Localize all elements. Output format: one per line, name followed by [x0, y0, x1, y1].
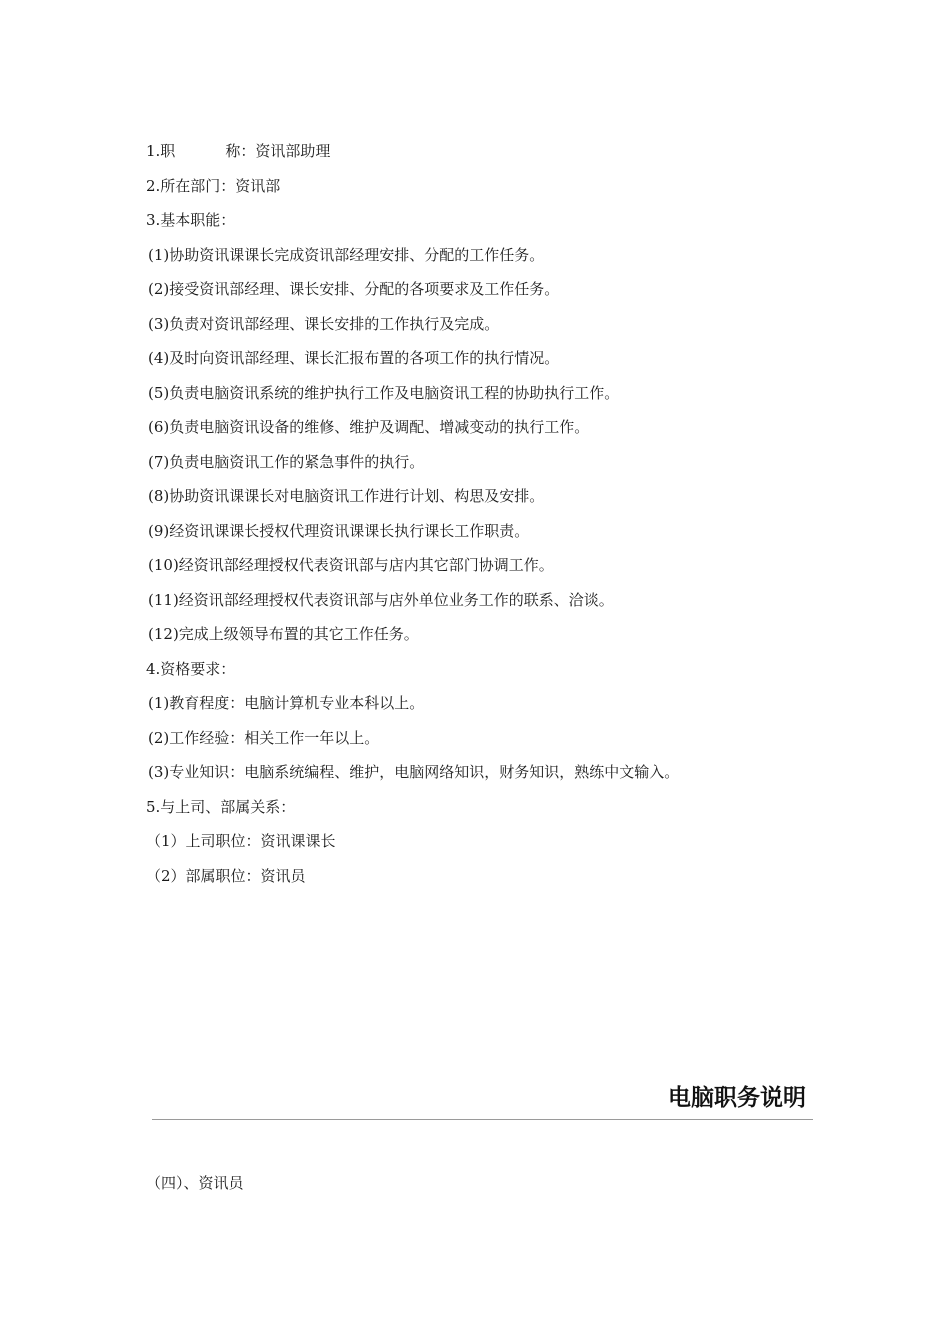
- document-body: [146, 138, 826, 897]
- function-item-2: (2)接受资讯部经理、课长安排、分配的各项要求及工作任务。: [148, 280, 560, 298]
- qualification-item-2: (2)工作经验：相关工作一年以上。: [148, 728, 380, 747]
- header-divider: [152, 1119, 813, 1120]
- page-header-title: 电脑职务说明: [668, 1085, 806, 1111]
- function-item-11: (11)经资讯部经理授权代表资讯部与店外单位业务工作的联系、洽谈。: [148, 590, 614, 609]
- function-item-3: (3)负责对资讯部经理、课长安排的工作执行及完成。: [148, 314, 500, 333]
- relationship-heading: 5.与上司、部属关系：: [146, 797, 296, 816]
- relationship-item-2: （2）部属职位：资讯员: [146, 866, 306, 885]
- function-item-6: (6)负责电脑资讯设备的维修、维护及调配、增减变动的执行工作。: [148, 418, 590, 436]
- section-heading: （四）、资讯员: [146, 1174, 244, 1192]
- function-item-12: (12)完成上级领导布置的其它工作任务。: [148, 625, 419, 643]
- function-item-10: (10)经资讯部经理授权代表资讯部与店内其它部门协调工作。: [148, 556, 554, 574]
- function-item-5: (5)负责电脑资讯系统的维护执行工作及电脑资讯工程的协助执行工作。: [148, 383, 620, 402]
- job-title-value: 称：资讯部助理: [225, 142, 331, 160]
- basic-functions-heading: 3.基本职能：: [146, 211, 236, 229]
- function-item-1: (1)协助资讯课课长完成资讯部经理安排、分配的工作任务。: [148, 245, 545, 264]
- qualification-item-3: (3)专业知识：电脑系统编程、维护，电脑网络知识，财务知识，熟练中文输入。: [148, 763, 680, 781]
- job-title-line: [146, 138, 826, 173]
- relationship-item-1: （1）上司职位：资讯课课长: [146, 832, 336, 850]
- qualification-item-1: (1)教育程度：电脑计算机专业本科以上。: [148, 694, 425, 712]
- job-title-prefix: 1.职: [146, 142, 176, 160]
- function-item-7: (7)负责电脑资讯工作的紧急事件的执行。: [148, 452, 425, 471]
- function-item-8: (8)协助资讯课课长对电脑资讯工作进行计划、构思及安排。: [148, 487, 545, 505]
- function-item-9: (9)经资讯课课长授权代理资讯课课长执行课长工作职责。: [148, 521, 530, 540]
- function-item-4: (4)及时向资讯部经理、课长汇报布置的各项工作的执行情况。: [148, 349, 560, 367]
- department-line: 2.所在部门：资讯部: [146, 176, 281, 195]
- qualifications-heading: 4.资格要求：: [146, 659, 236, 678]
